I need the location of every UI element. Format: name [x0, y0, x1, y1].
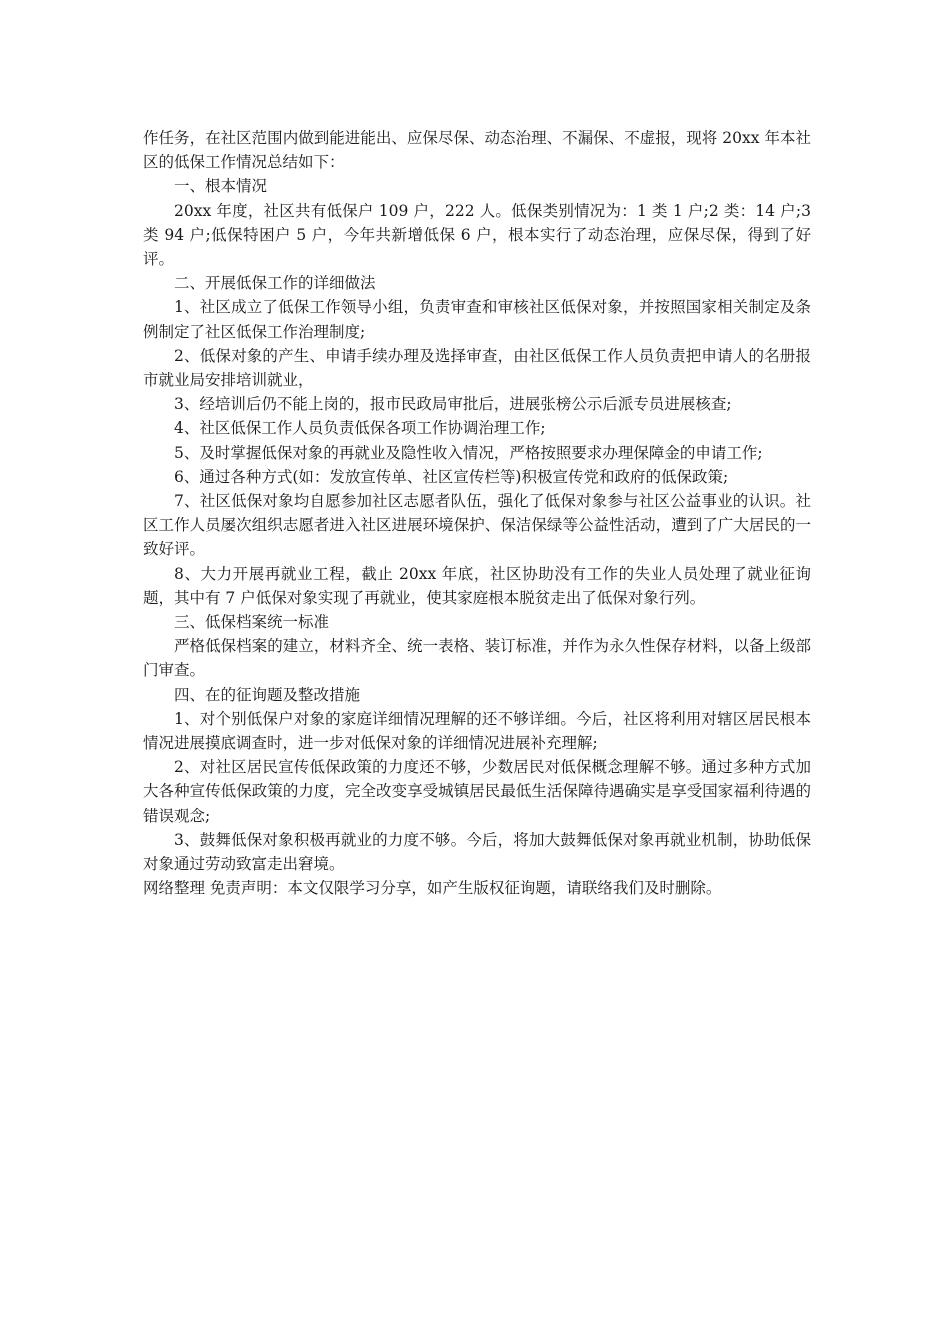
- section-heading-methods: 二、开展低保工作的详细做法: [174, 274, 376, 293]
- list-item: 3、经培训后仍不能上岗的，报市民政局审批后，进展张榜公示后派专员进展核查;: [174, 395, 732, 414]
- paragraph-intro: 作任务，在社区范围内做到能进能出、应保尽保、动态治理、不漏保、不虚报，现将 20xx 年本社区的低保工作情况总结如下：: [143, 129, 811, 172]
- section-heading-basic: 一、根本情况: [174, 177, 268, 196]
- list-item: 1、对个别低保户对象的家庭详细情况理解的还不够详细。今后，社区将利用对辖区居民根本情况进展摸底调查时，进一步对低保对象的详细情况进展补充理解;: [143, 709, 811, 753]
- list-item: 1、社区成立了低保工作领导小组，负责审查和审核社区低保对象，并按照国家相关制定及条例制定了社区低保工作治理制度;: [143, 298, 811, 341]
- list-item: 7、社区低保对象均自愿参加社区志愿者队伍，强化了低保对象参与社区公益事业的认识。社区工作人员屡次组织志愿者进入社区进展环境保护、保洁保绿等公益性活动，遭到了广大居民的一致好评。: [143, 492, 811, 559]
- section-heading-archive: 三、低保档案统一标准: [174, 613, 330, 632]
- paragraph-basic: 20xx 年度，社区共有低保户 109 户，222 人。低保类别情况为：1 类 1 户;2 类：14 户;3 类 94 户;低保特困户 5 户，今年共新增低保 6 户，根本实行了动态治理，应保尽保，得到了好评。: [143, 201, 811, 269]
- list-item: 4、社区低保工作人员负责低保各项工作协调治理工作;: [174, 419, 546, 438]
- disclaimer: 网络整理 免责声明：本文仅限学习分享，如产生版权征询题，请联络我们及时删除。: [143, 879, 722, 898]
- list-item: 2、低保对象的产生、申请手续办理及选择审查，由社区低保工作人员负责把申请人的名册报市就业局安排培训就业，: [143, 346, 811, 390]
- paragraph-archive: 严格低保档案的建立，材料齐全、统一表格、装订标准，并作为永久性保存材料，以备上级部门审查。: [143, 637, 811, 680]
- list-item: 2、对社区居民宣传低保政策的力度还不够，少数居民对低保概念理解不够。通过多种方式加大各种宣传低保政策的力度，完全改变享受城镇居民最低生活保障待遇确实是享受国家福利待遇的错误观念;: [143, 758, 811, 825]
- section-heading-issues: 四、在的征询题及整改措施: [174, 685, 361, 704]
- list-item: 6、通过各种方式(如：发放宣传单、社区宣传栏等)积极宣传党和政府的低保政策;: [174, 467, 729, 486]
- document-body: [143, 126, 811, 901]
- list-item: 5、及时掌握低保对象的再就业及隐性收入情况，严格按照要求办理保障金的申请工作;: [174, 443, 763, 462]
- list-item: 8、大力开展再就业工程，截止 20xx 年底，社区协助没有工作的失业人员处理了就业征询题，其中有 7 户低保对象实现了再就业，使其家庭根本脱贫走出了低保对象行列。: [143, 564, 811, 607]
- list-item: 3、鼓舞低保对象积极再就业的力度不够。今后，将加大鼓舞低保对象再就业机制，协助低保对象通过劳动致富走出窘境。: [143, 830, 811, 874]
